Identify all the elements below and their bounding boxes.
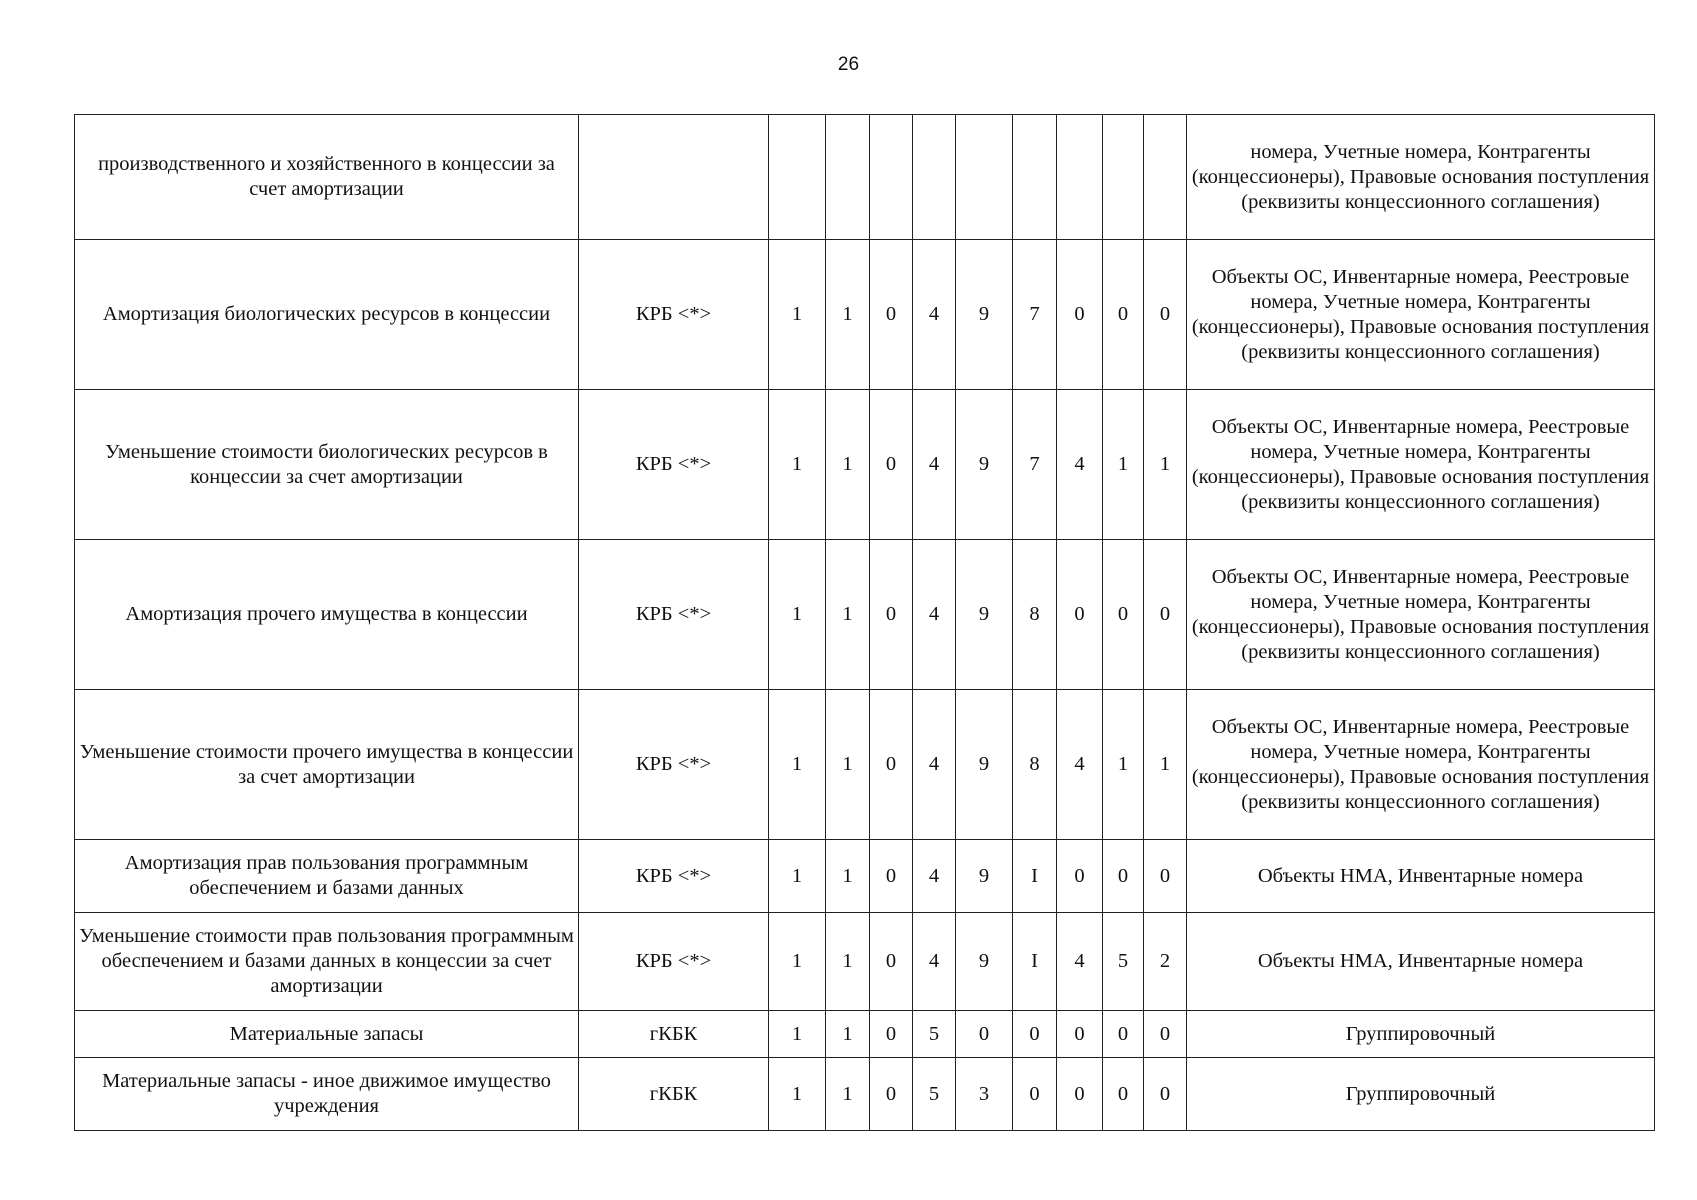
account-code-digit-cell: I [1013,913,1057,1011]
account-code-digit-cell [870,115,913,240]
account-code-digit-cell: 1 [826,1058,870,1131]
account-type-cell: КРБ <*> [579,690,769,840]
account-code-digit-cell [1013,115,1057,240]
analytics-attributes-cell: Объекты ОС, Инвентарные номера, Реестровые номера, Учетные номера, Контрагенты (концессионеры), Правовые основания поступления (реквизиты концессионного соглашения) [1187,690,1655,840]
account-code-digit-cell: 0 [1103,240,1144,390]
account-name-cell: Уменьшение стоимости прав пользования программным обеспечением и базами данных в концессии за счет амортизации [75,913,579,1011]
table-row [75,690,1655,840]
account-code-digit-cell: 1 [826,540,870,690]
account-name-cell: Материальные запасы - иное движимое имущество учреждения [75,1058,579,1131]
account-code-digit-cell: 1 [826,840,870,913]
table-row [75,1058,1655,1131]
table-row [75,390,1655,540]
table-row [75,240,1655,390]
account-code-digit-cell: 9 [956,390,1013,540]
account-code-digit-cell: 1 [769,1058,826,1131]
account-code-digit-cell: 1 [1144,390,1187,540]
account-code-digit-cell: 4 [913,840,956,913]
table-body [75,115,1655,1131]
account-code-digit-cell: 0 [870,1058,913,1131]
table-row [75,913,1655,1011]
account-code-digit-cell: 1 [769,240,826,390]
account-code-digit-cell: 0 [1103,1058,1144,1131]
account-code-digit-cell [826,115,870,240]
account-code-digit-cell: 9 [956,690,1013,840]
account-type-cell [579,115,769,240]
account-code-digit-cell: 0 [1144,240,1187,390]
account-code-digit-cell: 0 [1057,540,1103,690]
account-code-digit-cell: 0 [1013,1058,1057,1131]
account-code-digit-cell: 5 [913,1011,956,1058]
analytics-attributes-cell: Объекты ОС, Инвентарные номера, Реестровые номера, Учетные номера, Контрагенты (концессионеры), Правовые основания поступления (реквизиты концессионного соглашения) [1187,240,1655,390]
account-code-digit-cell: 0 [1144,540,1187,690]
account-type-cell: КРБ <*> [579,913,769,1011]
account-code-digit-cell: 0 [1013,1011,1057,1058]
account-code-digit-cell [769,115,826,240]
account-code-digit-cell: 0 [1057,1011,1103,1058]
account-code-digit-cell [956,115,1013,240]
account-code-digit-cell: 1 [769,840,826,913]
account-code-digit-cell: 0 [1144,1011,1187,1058]
account-code-digit-cell: 1 [826,240,870,390]
account-code-digit-cell: 0 [1103,840,1144,913]
account-code-digit-cell: 0 [1103,540,1144,690]
account-code-digit-cell [1103,115,1144,240]
account-type-cell: КРБ <*> [579,240,769,390]
account-code-digit-cell: 4 [913,540,956,690]
account-code-digit-cell: I [1013,840,1057,913]
account-code-digit-cell: 1 [826,913,870,1011]
account-code-digit-cell: 1 [1103,390,1144,540]
account-code-digit-cell: 7 [1013,390,1057,540]
table-row [75,1011,1655,1058]
table-row [75,540,1655,690]
account-code-digit-cell: 1 [769,690,826,840]
account-code-digit-cell: 4 [913,690,956,840]
account-code-digit-cell: 4 [913,913,956,1011]
account-code-digit-cell: 0 [870,240,913,390]
account-code-digit-cell: 5 [913,1058,956,1131]
account-code-digit-cell: 2 [1144,913,1187,1011]
account-type-cell: гКБК [579,1058,769,1131]
account-name-cell: производственного и хозяйственного в концессии за счет амортизации [75,115,579,240]
account-code-digit-cell: 4 [1057,690,1103,840]
analytics-attributes-cell: Объекты ОС, Инвентарные номера, Реестровые номера, Учетные номера, Контрагенты (концессионеры), Правовые основания поступления (реквизиты концессионного соглашения) [1187,540,1655,690]
account-code-digit-cell: 0 [870,540,913,690]
account-code-digit-cell [1144,115,1187,240]
account-code-digit-cell: 9 [956,840,1013,913]
account-type-cell: гКБК [579,1011,769,1058]
account-code-digit-cell: 7 [1013,240,1057,390]
account-code-digit-cell: 1 [769,1011,826,1058]
account-code-digit-cell: 8 [1013,690,1057,840]
analytics-attributes-cell: Объекты НМА, Инвентарные номера [1187,840,1655,913]
account-code-digit-cell: 9 [956,240,1013,390]
analytics-attributes-cell: Группировочный [1187,1058,1655,1131]
account-type-cell: КРБ <*> [579,390,769,540]
account-code-digit-cell: 0 [870,840,913,913]
account-name-cell: Амортизация прав пользования программным обеспечением и базами данных [75,840,579,913]
table-row [75,115,1655,240]
account-code-digit-cell: 0 [870,390,913,540]
account-name-cell: Материальные запасы [75,1011,579,1058]
account-code-digit-cell: 0 [1057,240,1103,390]
account-code-digit-cell: 4 [913,240,956,390]
analytics-attributes-cell: Группировочный [1187,1011,1655,1058]
account-name-cell: Уменьшение стоимости биологических ресурсов в концессии за счет амортизации [75,390,579,540]
account-code-digit-cell: 1 [826,690,870,840]
page-number: 26 [837,54,860,75]
table-row [75,840,1655,913]
account-code-digit-cell: 0 [1103,1011,1144,1058]
account-code-digit-cell [913,115,956,240]
account-code-digit-cell: 8 [1013,540,1057,690]
account-code-digit-cell: 0 [1057,1058,1103,1131]
account-code-digit-cell: 3 [956,1058,1013,1131]
account-code-digit-cell: 0 [870,913,913,1011]
account-name-cell: Амортизация прочего имущества в концессии [75,540,579,690]
account-code-digit-cell [1057,115,1103,240]
account-code-digit-cell: 0 [1144,1058,1187,1131]
account-code-digit-cell: 9 [956,913,1013,1011]
account-name-cell: Уменьшение стоимости прочего имущества в концессии за счет амортизации [75,690,579,840]
account-code-digit-cell: 0 [870,1011,913,1058]
account-type-cell: КРБ <*> [579,540,769,690]
account-code-digit-cell: 1 [769,540,826,690]
account-code-digit-cell: 1 [826,1011,870,1058]
analytics-attributes-cell: номера, Учетные номера, Контрагенты (концессионеры), Правовые основания поступления (реквизиты концессионного соглашения) [1187,115,1655,240]
account-code-digit-cell: 4 [913,390,956,540]
analytics-attributes-cell: Объекты ОС, Инвентарные номера, Реестровые номера, Учетные номера, Контрагенты (концессионеры), Правовые основания поступления (реквизиты концессионного соглашения) [1187,390,1655,540]
account-code-digit-cell: 4 [1057,913,1103,1011]
account-code-digit-cell: 1 [1144,690,1187,840]
account-name-cell: Амортизация биологических ресурсов в концессии [75,240,579,390]
account-code-digit-cell: 0 [870,690,913,840]
account-code-digit-cell: 1 [769,913,826,1011]
account-code-digit-cell: 0 [1057,840,1103,913]
account-code-digit-cell: 1 [769,390,826,540]
account-code-digit-cell: 9 [956,540,1013,690]
account-code-digit-cell: 1 [826,390,870,540]
account-type-cell: КРБ <*> [579,840,769,913]
account-code-digit-cell: 0 [1144,840,1187,913]
account-code-digit-cell: 4 [1057,390,1103,540]
analytics-attributes-cell: Объекты НМА, Инвентарные номера [1187,913,1655,1011]
account-code-digit-cell: 1 [1103,690,1144,840]
account-code-digit-cell: 5 [1103,913,1144,1011]
accounts-table [74,114,1655,1131]
account-code-digit-cell: 0 [956,1011,1013,1058]
